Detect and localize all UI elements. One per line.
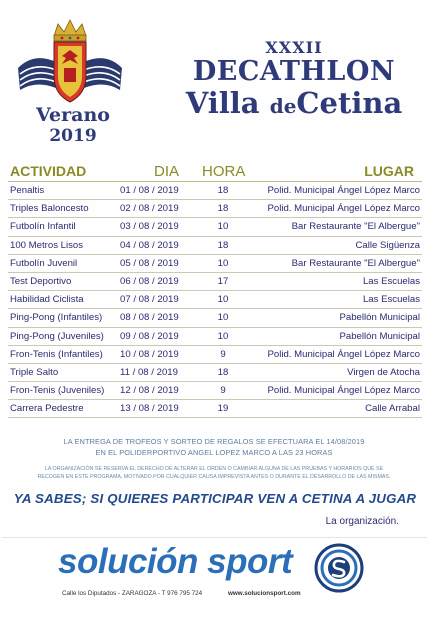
table-row [8, 182, 422, 200]
coat-of-arms-icon [14, 18, 126, 106]
cell-actividad: Futbolín Infantil [10, 221, 76, 233]
cell-actividad: 100 Metros Lisos [10, 239, 84, 251]
table-row [8, 328, 422, 346]
cell-lugar: Pabellón Municipal [339, 312, 420, 324]
cell-dia: 02 / 08 / 2019 [120, 203, 179, 215]
cell-dia: 11 / 08 / 2019 [120, 366, 178, 378]
cell-hora: 19 [217, 403, 229, 415]
cell-actividad: Carrera Pedestre [10, 403, 84, 415]
header-dia: DIA [154, 163, 180, 180]
schedule-table [8, 160, 422, 418]
disclaimer-line1: LA ORGANIZACIÓN SE RESERVA EL DERECHO DE ALTERAR EL ORDEN O CAMBIAR ALGUNA DE LAS PRUEBAS Y HORARIOS QUE SE [44, 466, 384, 472]
cell-actividad: Futbolín Juvenil [10, 257, 78, 269]
season-label [28, 106, 118, 145]
town-name: Cetina [296, 86, 403, 120]
table-row [8, 400, 422, 418]
cell-dia: 12 / 08 / 2019 [120, 385, 179, 397]
verano-text: Verano [36, 104, 110, 126]
cell-lugar: Bar Restaurante "El Albergue" [291, 221, 420, 233]
year-text: 2019 [49, 126, 97, 146]
cell-hora: 9 [220, 385, 226, 397]
cell-actividad: Test Deportivo [10, 275, 72, 287]
de-word: de [269, 94, 297, 118]
cell-dia: 09 / 08 / 2019 [120, 330, 179, 342]
event-title [170, 40, 418, 118]
table-body [8, 182, 422, 418]
cell-actividad: Triples Baloncesto [10, 203, 89, 215]
cell-hora: 10 [217, 221, 229, 233]
villa-word: Villa [185, 86, 260, 120]
cell-hora: 18 [217, 203, 229, 215]
table-row [8, 237, 422, 255]
cell-lugar: Bar Restaurante "El Albergue" [291, 257, 420, 269]
cell-hora: 10 [217, 257, 229, 269]
table-header [8, 160, 422, 182]
cell-dia: 04 / 08 / 2019 [120, 239, 179, 251]
cell-lugar: Polid. Municipal Ángel López Marco [267, 348, 420, 360]
cell-lugar: Pabellón Municipal [339, 330, 420, 342]
disclaimer-note [8, 465, 420, 481]
cell-lugar: Calle Arrabal [365, 403, 420, 415]
cell-dia: 08 / 08 / 2019 [120, 312, 179, 324]
cell-actividad: Ping-Pong (Juveniles) [10, 330, 104, 342]
cell-actividad: Ping-Pong (Infantiles) [10, 312, 103, 324]
cell-dia: 03 / 08 / 2019 [120, 221, 179, 233]
cell-lugar: Polid. Municipal Ángel López Marco [267, 385, 420, 397]
cell-lugar: Polid. Municipal Ángel López Marco [267, 203, 420, 215]
cell-hora: 10 [217, 312, 229, 324]
cell-lugar: Calle Sigüenza [355, 239, 420, 251]
awards-note-line2: EN EL POLIDERPORTIVO ANGEL LOPEZ MARCO A LAS 23 HORAS [95, 448, 333, 457]
table-row [8, 382, 422, 400]
cell-actividad: Penaltis [10, 185, 45, 196]
table-row [8, 309, 422, 327]
cell-hora: 17 [217, 275, 229, 287]
sponsor-word-2: sport [207, 542, 293, 581]
table-row [8, 218, 422, 236]
cell-hora: 10 [217, 294, 229, 306]
awards-note-line1: LA ENTREGA DE TROFEOS Y SORTEO DE REGALOS SE EFECTUARA EL 14/08/2019 [63, 437, 365, 446]
table-row [8, 255, 422, 273]
cell-dia: 06 / 08 / 2019 [120, 275, 179, 287]
disclaimer-line2: RECOGEN EN ESTE PROGRAMA, MOTIVADO POR CUALQUIER CAUSA IMPREVISTA ANTES O DURANTE EL DESARROLLO DE LAS MISMAS. [37, 474, 391, 480]
edition-number: XXXII [265, 38, 323, 57]
cell-actividad: Fron-Tenis (Infantiles) [10, 348, 103, 360]
cell-hora: 18 [217, 185, 229, 196]
cell-actividad: Triple Salto [10, 366, 59, 378]
signoff: La organización. [325, 516, 399, 527]
cell-lugar: Polid. Municipal Ángel López Marco [267, 185, 420, 196]
table-row [8, 273, 422, 291]
cell-dia: 10 / 08 / 2019 [120, 348, 179, 360]
cell-dia: 01 / 08 / 2019 [120, 185, 179, 196]
sponsor-website: www.solucionsport.com [228, 590, 301, 597]
cell-hora: 10 [217, 330, 229, 342]
sponsor-logo-icon [314, 543, 364, 593]
sponsor-word-1: solución [58, 542, 198, 581]
sponsor-banner [2, 537, 427, 608]
sponsor-address: Calle los Diputados - ZARAGOZA - T 976 795 724 [62, 590, 203, 597]
tagline: YA SABES; SI QUIERES PARTICIPAR VEN A CETINA A JUGAR [13, 491, 417, 506]
cell-hora: 9 [220, 348, 226, 360]
table-row [8, 364, 422, 382]
cell-lugar: Virgen de Atocha [347, 366, 420, 378]
event-name: DECATHLON [192, 56, 396, 87]
header-hora: HORA [202, 163, 246, 180]
cell-actividad: Fron-Tenis (Juveniles) [10, 385, 105, 397]
cell-lugar: Las Escuelas [362, 275, 420, 287]
notes-block [8, 436, 420, 481]
cell-hora: 18 [217, 366, 229, 378]
cell-actividad: Habilidad Ciclista [10, 294, 84, 306]
town-title [170, 86, 418, 120]
header-actividad: ACTIVIDAD [10, 163, 87, 179]
cell-dia: 13 / 08 / 2019 [120, 403, 179, 415]
cell-hora: 18 [217, 239, 229, 251]
cell-dia: 07 / 08 / 2019 [120, 294, 179, 306]
cell-lugar: Las Escuelas [362, 294, 420, 306]
header-lugar: LUGAR [364, 163, 414, 179]
table-row [8, 346, 422, 364]
table-row [8, 200, 422, 218]
table-row [8, 291, 422, 309]
sponsor-logo-text [58, 542, 292, 582]
awards-note [8, 436, 420, 458]
cell-dia: 05 / 08 / 2019 [120, 257, 179, 269]
